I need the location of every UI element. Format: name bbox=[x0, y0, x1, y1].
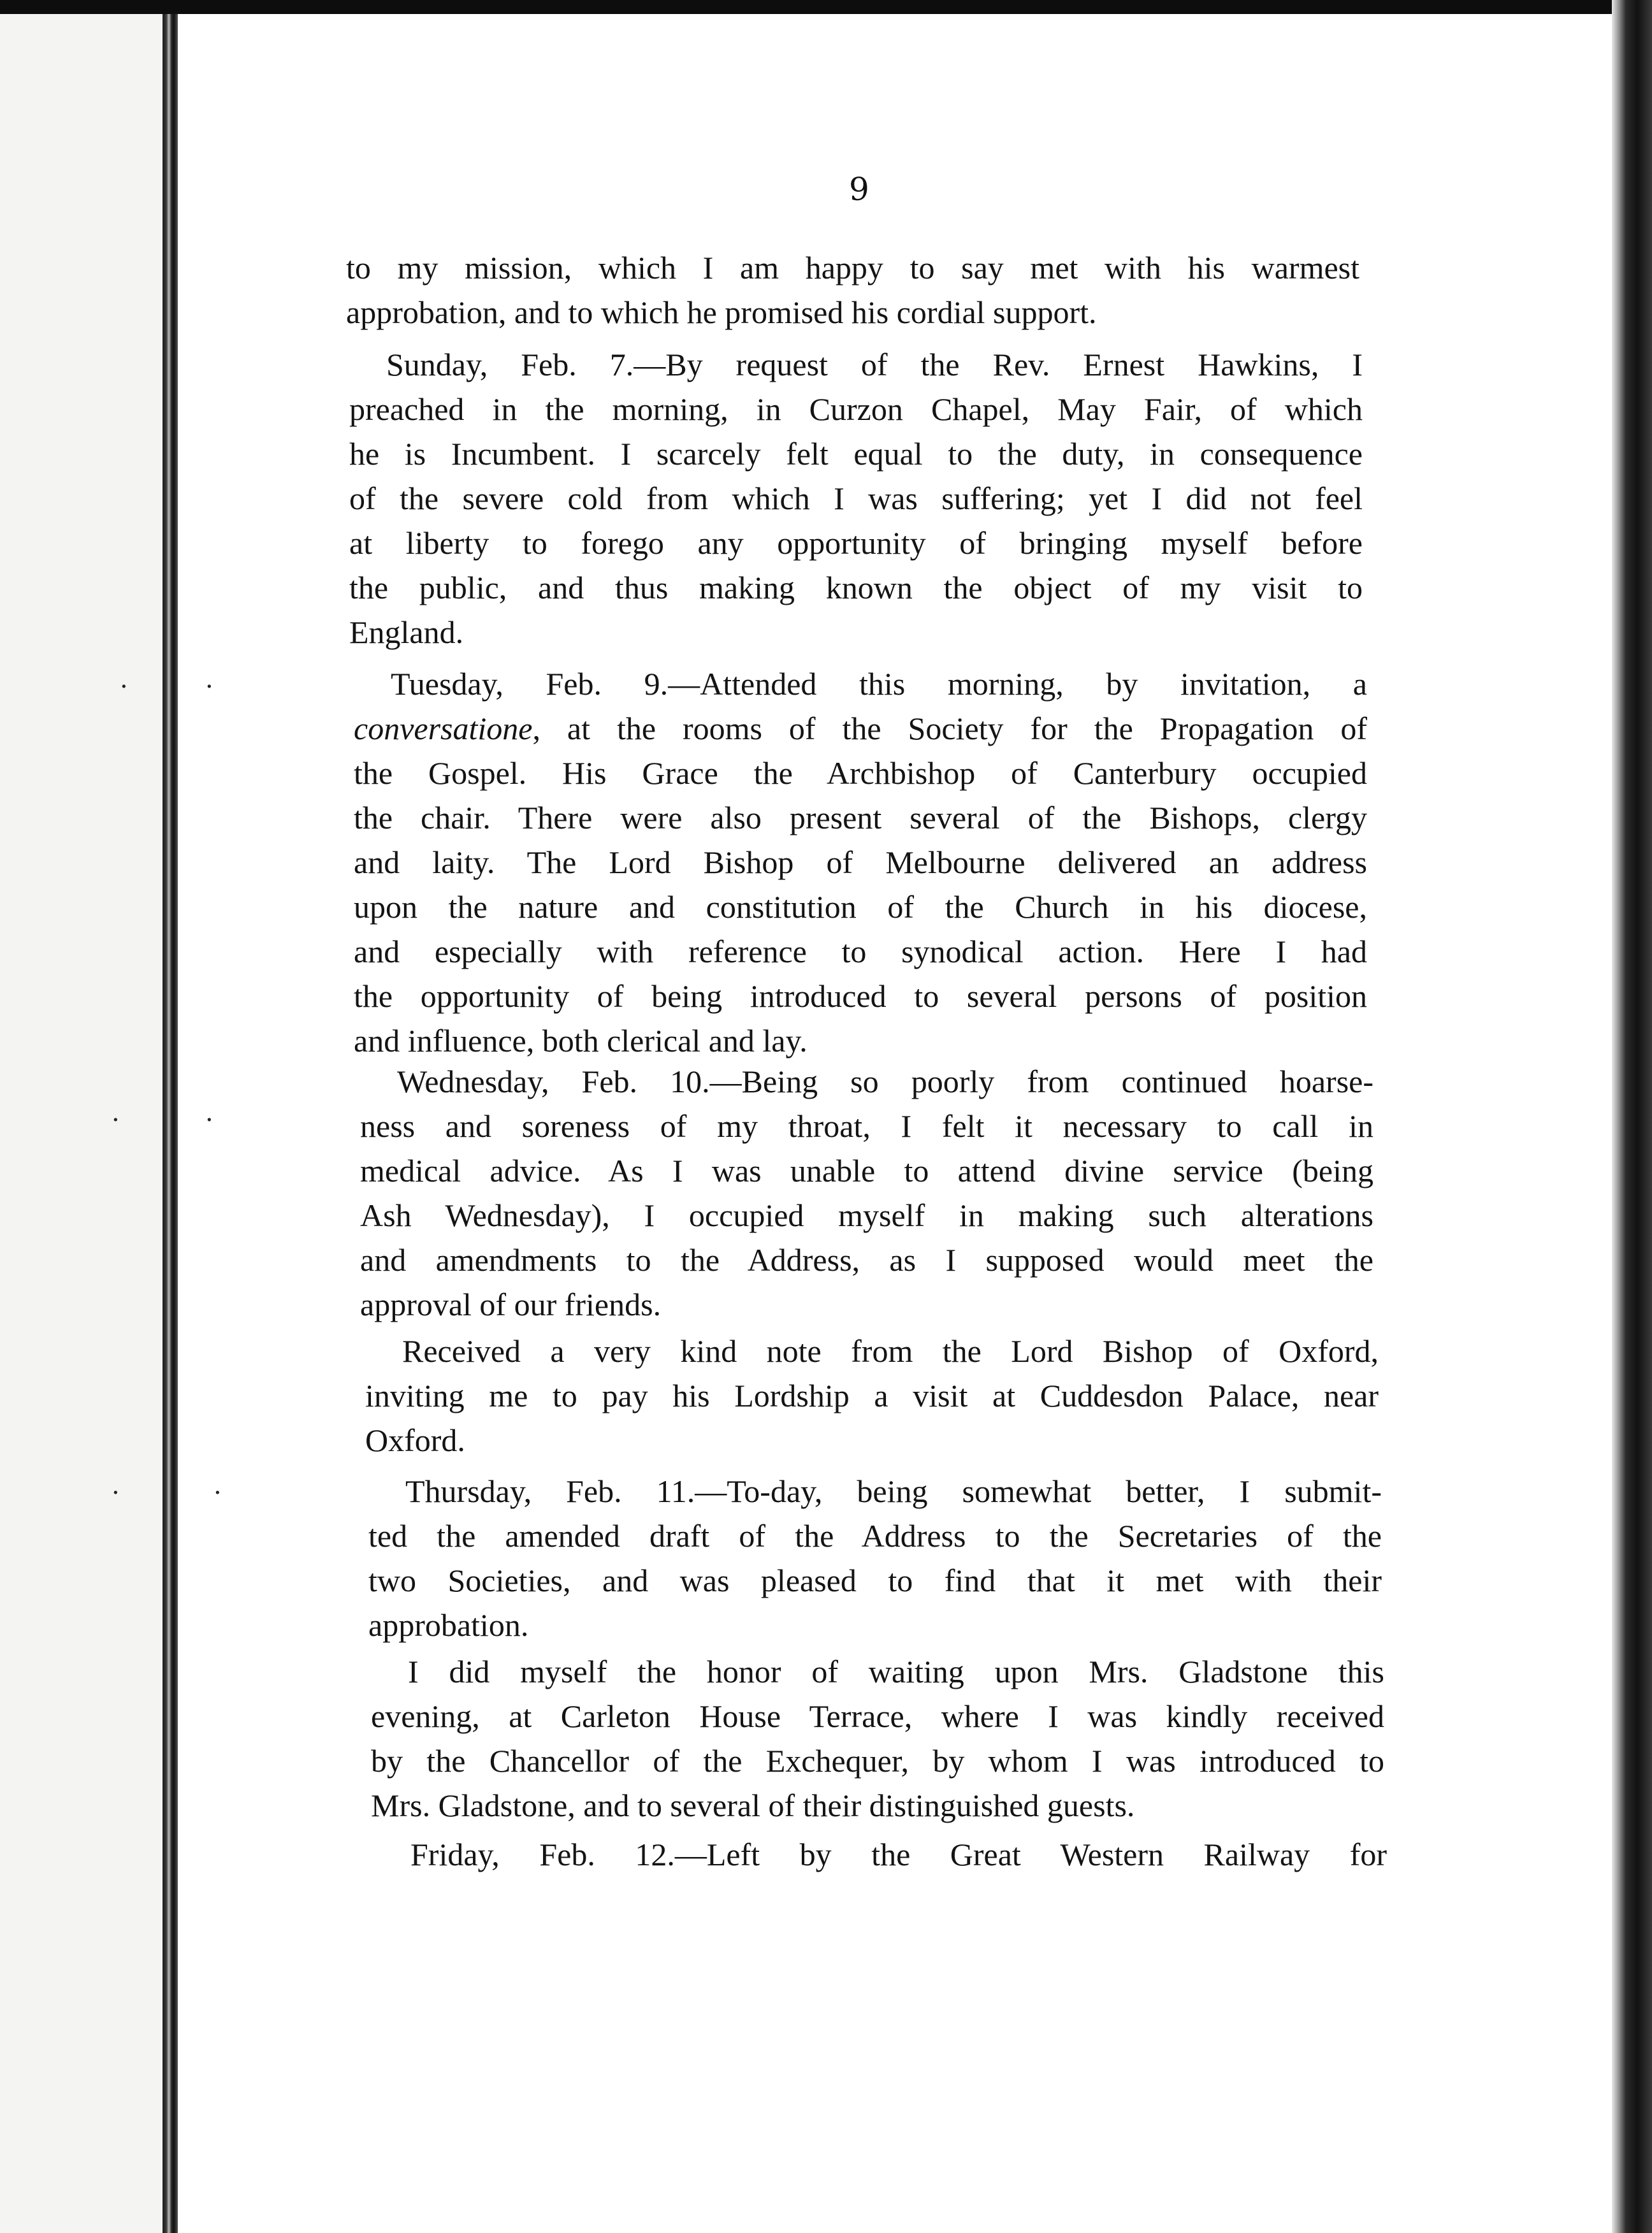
text-line: and especially with reference to synodical action. Here I had bbox=[354, 934, 1367, 969]
text-line: to my mission, which I am happy to say met with his warmest bbox=[346, 250, 1359, 285]
text-line: and influence, both clerical and lay. bbox=[354, 1023, 808, 1059]
text-line: ness and soreness of my throat, I felt it necessary to call in bbox=[360, 1108, 1373, 1144]
paragraph bbox=[368, 1469, 1382, 1647]
paragraph bbox=[349, 342, 1363, 654]
paragraph bbox=[373, 1832, 1387, 1877]
margin-speck: · bbox=[112, 1478, 120, 1508]
text-line: and laity. The Lord Bishop of Melbourne delivered an address bbox=[354, 844, 1367, 880]
text-line: and amendments to the Address, as I supposed would meet the bbox=[360, 1242, 1373, 1278]
text-line: inviting me to pay his Lordship a visit at Cuddesdon Palace, near bbox=[365, 1378, 1379, 1413]
text-line bbox=[354, 706, 1367, 751]
text-line: preached in the morning, in Curzon Chapel, May Fair, of which bbox=[349, 391, 1363, 427]
italic-term: conversatione bbox=[354, 711, 533, 746]
paragraph bbox=[354, 661, 1367, 1063]
text-line: the Gospel. His Grace the Archbishop of Canterbury occupied bbox=[354, 755, 1367, 791]
text-line: approbation. bbox=[368, 1607, 529, 1643]
text-line: approbation, and to which he promised his cordial support. bbox=[346, 294, 1097, 330]
paragraph bbox=[365, 1329, 1379, 1463]
margin-speck: · bbox=[205, 672, 214, 702]
text-line: Friday, Feb. 12.—Left by the Great Western Railway for bbox=[410, 1837, 1387, 1872]
text-line: approval of our friends. bbox=[360, 1287, 662, 1322]
margin-speck: · bbox=[214, 1478, 222, 1508]
text-line: Ash Wednesday), I occupied myself in making such alterations bbox=[360, 1197, 1373, 1233]
text-line: ted the amended draft of the Address to the Secretaries of the bbox=[368, 1518, 1382, 1554]
text-line: medical advice. As I was unable to attend divine service (being bbox=[360, 1153, 1373, 1189]
text-line: Mrs. Gladstone, and to several of their distinguished guests. bbox=[371, 1788, 1135, 1823]
paragraph bbox=[371, 1649, 1384, 1828]
text-line: Oxford. bbox=[365, 1422, 465, 1458]
text-line: at liberty to forego any opportunity of bringing myself before bbox=[349, 525, 1363, 561]
page-number: 9 bbox=[849, 171, 869, 208]
text-line: Received a very kind note from the Lord Bishop of Oxford, bbox=[402, 1333, 1379, 1369]
text-line: England. bbox=[349, 614, 464, 650]
text-line: Tuesday, Feb. 9.—Attended this morning, by invitation, a bbox=[391, 666, 1367, 702]
margin-speck: · bbox=[205, 1106, 214, 1135]
text-line: I did myself the honor of waiting upon Mrs. Gladstone this bbox=[408, 1654, 1384, 1689]
paragraph bbox=[360, 1059, 1373, 1327]
text-line: Wednesday, Feb. 10.—Being so poorly from continued hoarse- bbox=[397, 1064, 1373, 1099]
text-fragment: , at the rooms of the Society for the Propagation of bbox=[532, 711, 1367, 746]
text-line: upon the nature and constitution of the Church in his diocese, bbox=[354, 889, 1367, 925]
text-line: evening, at Carleton House Terrace, where I was kindly received bbox=[371, 1698, 1384, 1734]
paragraph bbox=[346, 245, 1359, 335]
text-line: two Societies, and was pleased to find that it met with their bbox=[368, 1563, 1382, 1598]
margin-speck: · bbox=[120, 672, 128, 702]
text-line: the public, and thus making known the object of my visit to bbox=[349, 570, 1363, 605]
text-line: by the Chancellor of the Exchequer, by whom I was introduced to bbox=[371, 1743, 1384, 1779]
margin-speck: · bbox=[112, 1106, 120, 1135]
text-line: Thursday, Feb. 11.—To-day, being somewhat better, I submit- bbox=[405, 1473, 1382, 1509]
text-line: of the severe cold from which I was suffering; yet I did not feel bbox=[349, 481, 1363, 516]
text-line: the opportunity of being introduced to several persons of position bbox=[354, 978, 1367, 1014]
text-line: the chair. There were also present several of the Bishops, clergy bbox=[354, 800, 1367, 835]
text-line: he is Incumbent. I scarcely felt equal to the duty, in consequence bbox=[349, 436, 1363, 472]
text-line: Sunday, Feb. 7.—By request of the Rev. Ernest Hawkins, I bbox=[386, 347, 1363, 382]
